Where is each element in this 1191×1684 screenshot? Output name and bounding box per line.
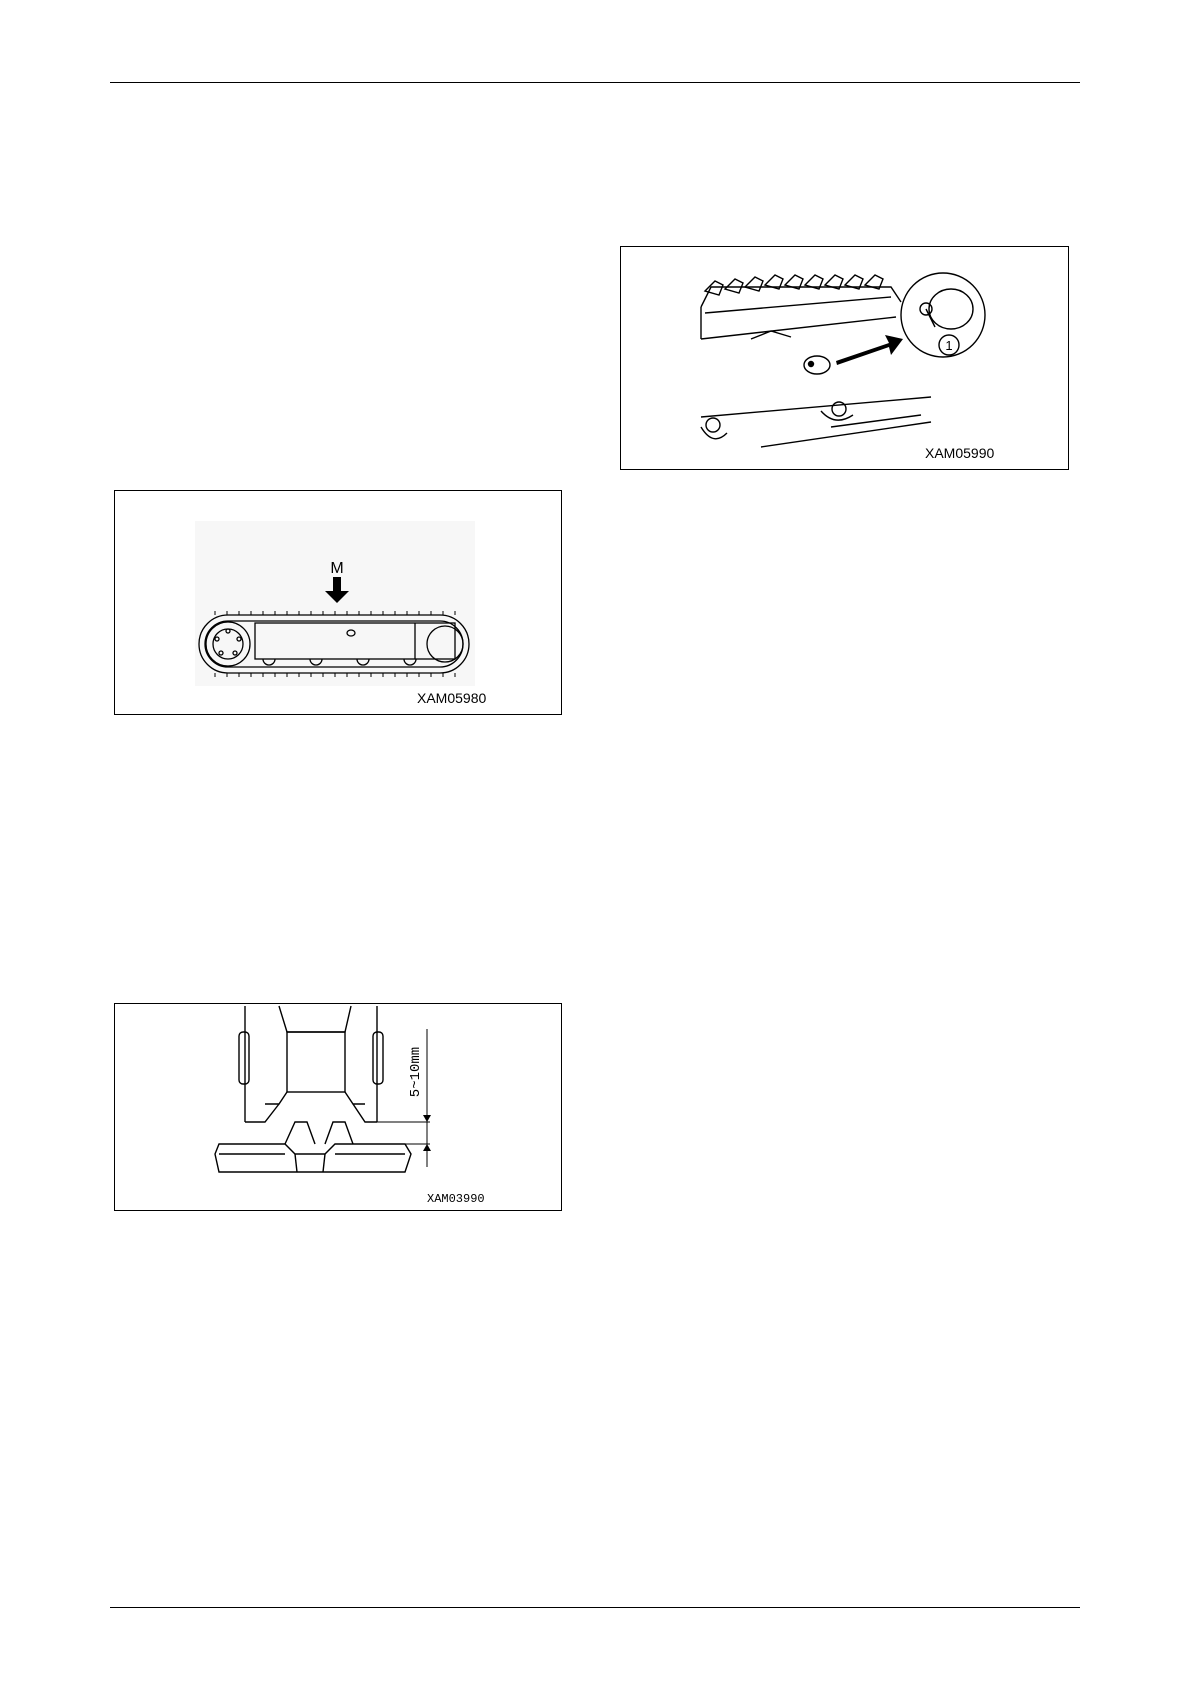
figure-code: XAM03990 (427, 1192, 485, 1206)
grease-fitting-illustration (621, 247, 1070, 471)
track-sag-illustration (115, 1004, 563, 1212)
footer-rule (110, 1607, 1080, 1608)
figure-track-side (114, 490, 562, 715)
figure-code: XAM05990 (925, 445, 995, 461)
figure-track-sag (114, 1003, 562, 1211)
figure-code: XAM05980 (417, 690, 487, 706)
sag-dimension-label: 5~10mm (408, 1046, 424, 1098)
track-side-illustration (115, 491, 563, 716)
figure-grease-fitting (620, 246, 1069, 470)
point-m-label: M (330, 560, 344, 577)
header-rule (110, 82, 1080, 83)
callout-number: 1 (945, 338, 953, 353)
